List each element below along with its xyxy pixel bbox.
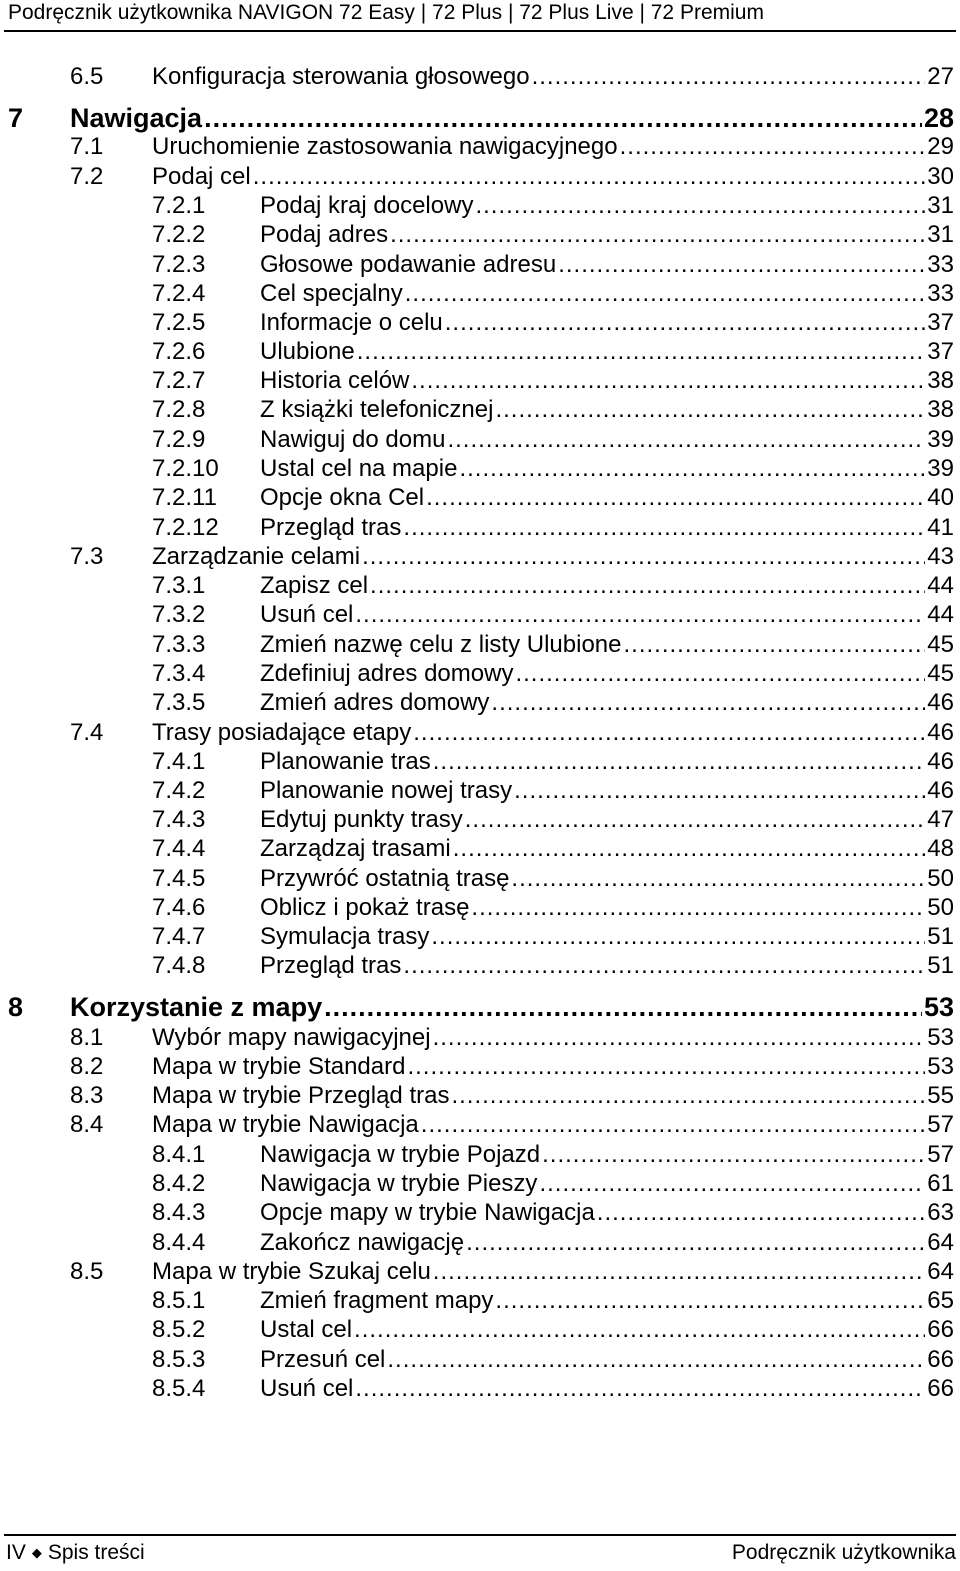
toc-title: Konfiguracja sterowania głosowego [152,63,530,90]
toc-page-number: 43 [927,543,954,570]
toc-dot-leader [403,513,925,543]
toc-entry[interactable] [70,62,954,92]
toc-entry[interactable] [152,630,954,660]
toc-dot-leader [471,893,925,923]
toc-title: Cel specjalny [260,280,403,307]
toc-title: Symulacja trasy [260,923,430,950]
toc-entry[interactable] [152,1315,954,1345]
toc-entry[interactable] [152,951,954,981]
toc-entry[interactable] [152,483,954,513]
toc-dot-leader [411,366,925,396]
toc-page-number: 66 [927,1375,954,1402]
toc-page-number: 66 [927,1316,954,1343]
toc-number: 7.2 [70,163,104,190]
toc-entry[interactable] [152,776,954,806]
toc-page-number: 33 [927,280,954,307]
toc-page-number: 37 [927,309,954,336]
toc-dot-leader [407,1052,925,1082]
toc-entry[interactable] [70,1023,954,1053]
toc-title: Nawigacja [70,103,203,133]
toc-entry[interactable] [152,922,954,952]
diamond-icon: ◆ [31,1545,42,1560]
toc-dot-leader [204,101,922,135]
toc-title: Opcje mapy w trybie Nawigacja [260,1199,595,1226]
toc-number: 7.3.5 [152,689,206,716]
toc-page-number: 39 [927,426,954,453]
toc-entry[interactable] [152,191,954,221]
toc-dot-leader [433,1257,926,1287]
toc-number: 7.2.11 [152,484,217,511]
toc-number: 7.2.2 [152,221,206,248]
toc-dot-leader [495,1286,925,1316]
toc-title: Przywróć ostatnią trasę [260,865,510,892]
toc-title: Planowanie nowej trasy [260,777,513,804]
toc-dot-leader [451,1081,925,1111]
toc-entry[interactable] [152,1169,954,1199]
toc-title: Nawiguj do domu [260,426,446,453]
toc-entry[interactable] [152,1228,954,1258]
toc-number: 7.2.8 [152,396,206,423]
toc-dot-leader [459,454,925,484]
toc-page-number: 31 [927,221,954,248]
toc-number: 8.5 [70,1258,104,1285]
toc-number: 7.2.6 [152,338,206,365]
toc-entry[interactable] [152,1345,954,1375]
toc-title: Przegląd tras [260,952,402,979]
running-header: Podręcznik użytkownika NAVIGON 72 Easy | 72 Plus | 72 Plus Live | 72 Premium [8,1,764,24]
toc-number: 6.5 [70,63,104,90]
toc-entry[interactable] [152,395,954,425]
toc-page-number: 63 [927,1199,954,1226]
toc-title: Zarządzaj trasami [260,835,451,862]
toc-dot-leader [558,250,925,280]
toc-dot-leader [620,132,926,162]
toc-page-number: 33 [927,251,954,278]
toc-dot-leader [624,630,926,660]
toc-number: 7 [8,103,24,133]
toc-entry[interactable] [152,1140,954,1170]
toc-entry[interactable] [152,1286,954,1316]
toc-dot-leader [403,951,925,981]
toc-entry[interactable] [152,308,954,338]
toc-page-number: 46 [927,719,954,746]
toc-entry[interactable] [152,366,954,396]
toc-number: 8.4.2 [152,1170,206,1197]
toc-dot-leader [447,425,925,455]
footer-left [6,1540,145,1568]
footer-section-name: Spis treści [47,1541,145,1564]
toc-number: 7.4.6 [152,894,206,921]
toc-title: Opcje okna Cel [260,484,425,511]
toc-number: 7.4.2 [152,777,206,804]
toc-number: 7.4.7 [152,923,206,950]
toc-page-number: 51 [927,952,954,979]
toc-title: Historia celów [260,367,410,394]
toc-page-number: 41 [927,514,954,541]
toc-entry[interactable] [152,659,954,689]
toc-number: 7.2.5 [152,309,206,336]
toc-number: 7.4.1 [152,748,206,775]
toc-page-number: 46 [927,777,954,804]
toc-dot-leader [542,1140,925,1170]
toc-dot-leader [253,162,926,192]
toc-title: Planowanie tras [260,748,431,775]
toc-number: 7.4.3 [152,806,206,833]
toc-page-number: 50 [927,894,954,921]
toc-page-number: 38 [927,396,954,423]
toc-entry[interactable] [70,1257,954,1287]
toc-title: Głosowe podawanie adresu [260,251,557,278]
toc-dot-leader [445,308,926,338]
toc-number: 7.2.3 [152,251,206,278]
toc-page-number: 65 [927,1287,954,1314]
toc-title: Zmień nazwę celu z listy Ulubione [260,631,622,658]
toc-number: 8.5.4 [152,1375,206,1402]
toc-dot-leader [357,337,926,367]
toc-entry[interactable] [152,600,954,630]
toc-dot-leader [354,1315,925,1345]
footer-rule [4,1534,956,1536]
toc-title: Ulubione [260,338,355,365]
toc-number: 7.3.1 [152,572,206,599]
toc-entry[interactable] [70,718,954,748]
toc-title: Usuń cel [260,601,354,628]
toc-page-number: 28 [923,103,954,133]
toc-page-number: 64 [927,1258,954,1285]
toc-title: Wybór mapy nawigacyjnej [152,1024,431,1051]
toc-entry[interactable] [70,542,954,572]
toc-entry[interactable] [70,1110,954,1140]
toc-page-number: 45 [927,660,954,687]
toc-page-number: 53 [927,1024,954,1051]
toc-entry[interactable] [152,454,954,484]
toc-dot-leader [597,1198,926,1228]
toc-number: 7.4.8 [152,952,206,979]
toc-dot-leader [355,600,925,630]
toc-entry[interactable] [152,747,954,777]
toc-entry[interactable] [152,279,954,309]
toc-title: Mapa w trybie Nawigacja [152,1111,419,1138]
toc-number: 7.2.9 [152,426,206,453]
toc-page-number: 66 [927,1346,954,1373]
toc-entry[interactable] [152,805,954,835]
toc-page-number: 40 [927,484,954,511]
toc-title: Zapisz cel [260,572,369,599]
toc-number: 8.4.4 [152,1229,206,1256]
toc-title: Mapa w trybie Przegląd tras [152,1082,450,1109]
toc-title: Trasy posiadające etapy [152,719,412,746]
toc-title: Zakończ nawigację [260,1229,465,1256]
toc-title: Ustal cel [260,1316,353,1343]
toc-page-number: 57 [927,1141,954,1168]
toc-number: 7.4 [70,719,104,746]
toc-entry[interactable] [152,1374,954,1404]
toc-number: 7.2.7 [152,367,206,394]
toc-dot-leader [539,1169,925,1199]
toc-dot-leader [514,776,925,806]
toc-title: Zmień fragment mapy [260,1287,494,1314]
toc-title: Ustal cel na mapie [260,455,458,482]
toc-entry[interactable] [152,250,954,280]
running-footer [6,1540,956,1568]
toc-dot-leader [405,279,926,309]
toc-dot-leader [465,805,926,835]
toc-entry[interactable] [152,425,954,455]
toc-dot-leader [433,1023,926,1053]
toc-page-number: 44 [927,572,954,599]
toc-dot-leader [433,747,926,777]
toc-entry[interactable] [70,162,954,192]
toc-page-number: 61 [927,1170,954,1197]
toc-number: 7.4.5 [152,865,206,892]
toc-entry[interactable] [152,513,954,543]
toc-title: Edytuj punkty trasy [260,806,463,833]
toc-page-number: 30 [927,163,954,190]
toc-dot-leader [515,659,925,689]
toc-number: 7.4.4 [152,835,206,862]
toc-number: 8.5.1 [152,1287,206,1314]
toc-entry[interactable] [8,101,954,135]
toc-dot-leader [413,718,925,748]
toc-page-number: 51 [927,923,954,950]
toc-title: Zarządzanie celami [152,543,361,570]
toc-number: 8.4.1 [152,1141,206,1168]
toc-number: 7.3.4 [152,660,206,687]
toc-title: Nawigacja w trybie Pojazd [260,1141,541,1168]
toc-dot-leader [453,834,926,864]
toc-dot-leader [390,220,925,250]
toc-number: 7.1 [70,133,104,160]
toc-number: 7.2.12 [152,514,219,541]
footer-right: Podręcznik użytkownika [731,1541,956,1564]
toc-page-number: 64 [927,1229,954,1256]
toc-dot-leader [475,191,925,221]
toc-entry[interactable] [152,688,954,718]
toc-title: Zmień adres domowy [260,689,490,716]
toc-number: 7.2.4 [152,280,206,307]
toc-dot-leader [362,542,925,572]
toc-page-number: 31 [927,192,954,219]
toc-entry[interactable] [70,1081,954,1111]
toc-dot-leader [532,62,926,92]
toc-page-number: 46 [927,748,954,775]
toc-number: 8.4.3 [152,1199,206,1226]
toc-dot-leader [466,1228,925,1258]
toc-title: Zdefiniuj adres domowy [260,660,514,687]
toc-dot-leader [495,395,925,425]
toc-page-number: 55 [927,1082,954,1109]
toc-dot-leader [324,990,922,1024]
toc-entry[interactable] [152,337,954,367]
toc-number: 7.2.10 [152,455,219,482]
toc-dot-leader [491,688,925,718]
toc-number: 8 [8,992,24,1022]
toc-entry[interactable] [152,220,954,250]
toc-page-number: 37 [927,338,954,365]
toc-page-number: 47 [927,806,954,833]
toc-page-number: 44 [927,601,954,628]
toc-title: Podaj adres [260,221,389,248]
toc-number: 7.3 [70,543,104,570]
toc-number: 8.5.3 [152,1346,206,1373]
toc-entry[interactable] [8,990,954,1024]
toc-page-number: 39 [927,455,954,482]
toc-title: Informacje o celu [260,309,443,336]
toc-number: 8.1 [70,1024,104,1051]
toc-title: Korzystanie z mapy [70,992,323,1022]
toc-title: Uruchomienie zastosowania nawigacyjnego [152,133,618,160]
toc-title: Przesuń cel [260,1346,386,1373]
toc-entry[interactable] [152,571,954,601]
toc-title: Mapa w trybie Standard [152,1053,406,1080]
toc-dot-leader [355,1374,925,1404]
toc-number: 7.2.1 [152,192,206,219]
toc-dot-leader [511,864,925,894]
toc-page-number: 57 [927,1111,954,1138]
toc-dot-leader [421,1110,926,1140]
toc-title: Mapa w trybie Szukaj celu [152,1258,431,1285]
toc-page-number: 53 [923,992,954,1022]
toc-page-number: 45 [927,631,954,658]
toc-entry[interactable] [70,1052,954,1082]
toc-number: 8.4 [70,1111,104,1138]
toc-entry[interactable] [152,893,954,923]
toc-number: 7.3.2 [152,601,206,628]
toc-number: 7.3.3 [152,631,206,658]
toc-page-number: 48 [927,835,954,862]
toc-dot-leader [431,922,925,952]
toc-number: 8.2 [70,1053,104,1080]
toc-page-number: 50 [927,865,954,892]
toc-entry[interactable] [152,1198,954,1228]
toc-dot-leader [426,483,925,513]
toc-title: Przegląd tras [260,514,402,541]
toc-page-number: 53 [927,1053,954,1080]
toc-title: Nawigacja w trybie Pieszy [260,1170,538,1197]
toc-page-number: 46 [927,689,954,716]
toc-title: Podaj kraj docelowy [260,192,474,219]
toc-title: Z książki telefonicznej [260,396,494,423]
toc-page-number: 38 [927,367,954,394]
toc-page-number: 27 [927,63,954,90]
toc-number: 8.5.2 [152,1316,206,1343]
toc-title: Oblicz i pokaż trasę [260,894,470,921]
toc-entry[interactable] [70,132,954,162]
toc-entry[interactable] [152,834,954,864]
toc-entry[interactable] [152,864,954,894]
toc-title: Podaj cel [152,163,251,190]
toc-number: 8.3 [70,1082,104,1109]
toc-dot-leader [387,1345,925,1375]
toc-title: Usuń cel [260,1375,354,1402]
toc-page-number: 29 [927,133,954,160]
footer-page-number: IV [6,1541,26,1564]
toc-dot-leader [370,571,925,601]
